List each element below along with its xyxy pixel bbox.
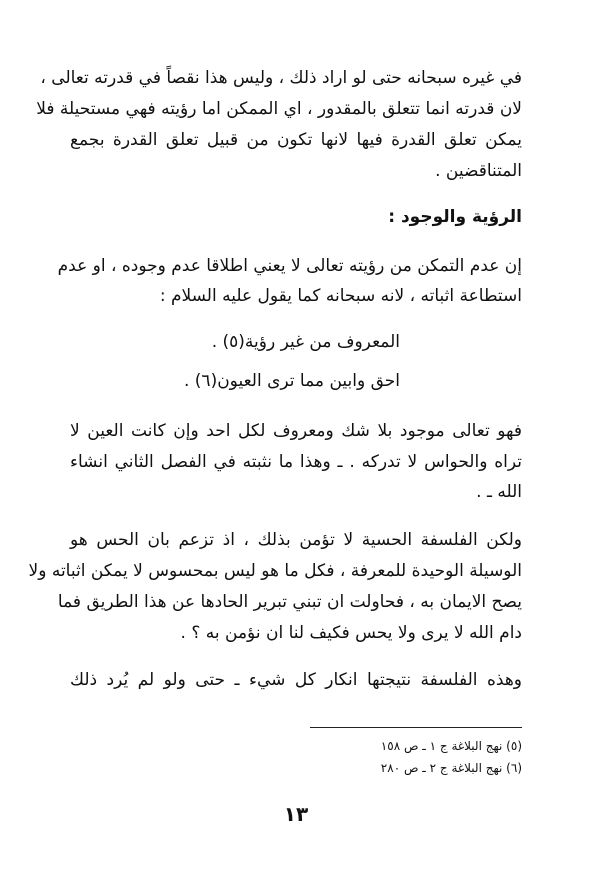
quote-line: المعروف من غير رؤية(٥) .: [211, 332, 400, 352]
text-line: المتناقضين .: [435, 161, 522, 181]
footnote-divider: [310, 727, 522, 728]
page-number: ١٣: [283, 802, 309, 826]
text-line: إن عدم التمكن من رؤيته تعالى لا يعني اطلاقا عدم وجوده ، او عدم: [57, 256, 522, 276]
text-line: يصح الايمان به ، فحاولت ان تبني تبرير الحادها عن هذا الطريق فما: [57, 592, 522, 612]
text-line: وهذه الفلسفة نتيجتها انكار كل شيء ـ حتى ولو لم يُرد ذلك: [70, 670, 522, 690]
text-line: الله ـ .: [476, 482, 522, 502]
text-line: في غيره سبحانه حتى لو اراد ذلك ، وليس هذا نقصاً في قدرته تعالى ،: [40, 68, 522, 88]
footnote: (٥) نهج البلاغة ج ١ ـ ص ١٥٨: [380, 739, 522, 753]
text-line: فهو تعالى موجود بلا شك ومعروف لكل احد وإن كانت العين لا: [70, 421, 522, 441]
text-line: استطاعة اثباته ، لانه سبحانه كما يقول عليه السلام :: [159, 286, 522, 306]
text-line: ولكن الفلسفة الحسية لا تؤمن بذلك ، اذ تزعم بان الحس هو: [70, 530, 522, 550]
section-heading: الرؤية والوجود :: [388, 207, 522, 227]
text-line: الوسيلة الوحيدة للمعرفة ، فكل ما هو ليس بمحسوس لا يمكن اثباته ولا: [28, 561, 522, 581]
text-line: تراه والحواس لا تدركه . ـ وهذا ما نثبته في الفصل الثاني انشاء: [70, 452, 522, 472]
text-line: دام الله لا يرى ولا يحس فكيف لنا ان نؤمن به ؟ .: [180, 623, 522, 643]
footnote: (٦) نهج البلاغة ج ٢ ـ ص ٢٨٠: [380, 761, 522, 775]
text-line: لان قدرته انما تتعلق بالمقدور ، اي الممكن اما رؤيته فهي مستحيلة فلا: [36, 99, 522, 119]
text-line: يمكن تعلق القدرة فيها لانها تكون من قبيل تعلق القدرة بجمع: [70, 130, 522, 150]
quote-line: احق وابين مما ترى العيون(٦) .: [183, 371, 400, 391]
